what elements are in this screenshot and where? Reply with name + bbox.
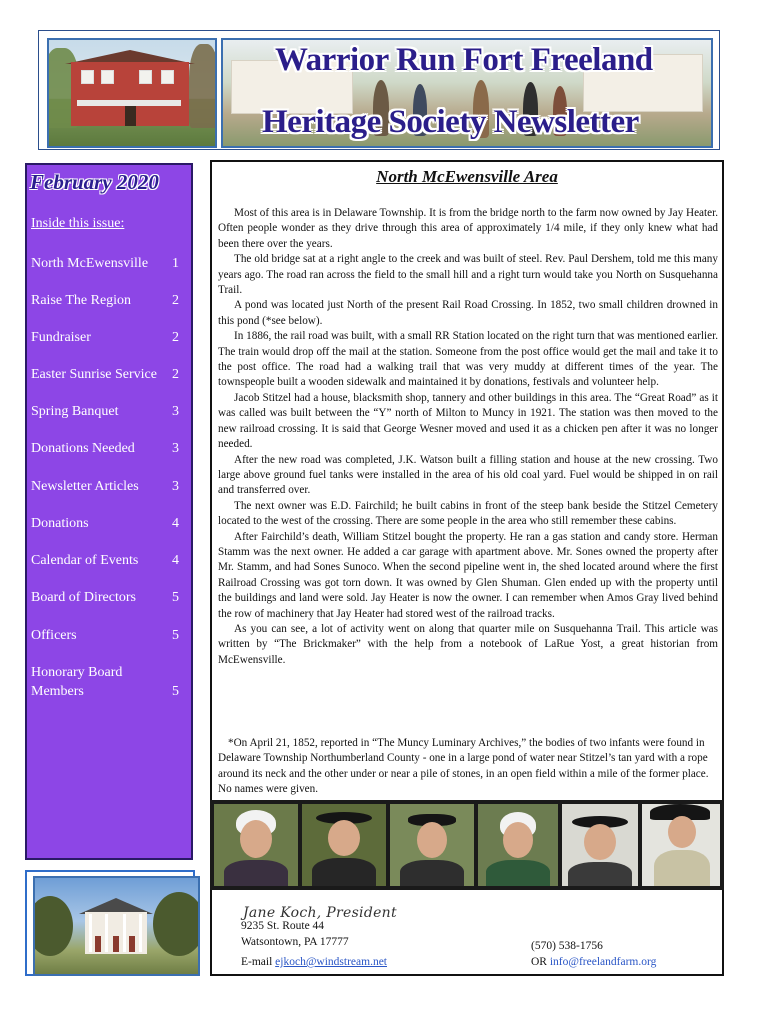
toc-item-title: Donations Needed (31, 441, 135, 456)
toc-item-page: 4 (172, 516, 179, 531)
email-line (241, 956, 387, 968)
newsletter-title-line2: Heritage Society Newsletter (262, 104, 639, 140)
toc-item-title: Donations (31, 516, 89, 531)
article-paragraph: The old bridge sat at a right angle to the creek and was built of steel. Rev. Paul Dershem, told me this many years ago. The road ran across the field to the small hill and a right turn would take you North on Susquehanna Trail. (218, 253, 718, 297)
reenactor-photo (562, 804, 638, 886)
toc-item-page: 3 (172, 441, 179, 456)
toc-item-title: Honorary Board Members (31, 665, 123, 699)
article-paragraph: In 1886, the rail road was built, with a small RR Station located on the right turn that was mentioned earlier. The train would drop off the mail at the station. Someone from the post office would get the mail and take it to the post office. The road had a walking trail that was very muddy at different times of the year. The townspeople built a wooden sidewalk and maintained it by donations, festivals and volunteer help. (218, 330, 718, 389)
toc-item-title: Raise The Region (31, 293, 132, 308)
newsletter-title-line1: Warrior Run Fort Freeland (275, 42, 653, 78)
toc-item-page: 1 (172, 256, 179, 271)
reenactors-photo-strip (210, 800, 724, 890)
church-photo (33, 876, 200, 976)
toc-item-page: 4 (172, 553, 179, 568)
article-footnote (218, 736, 718, 798)
toc-item-page: 5 (172, 684, 179, 699)
article-paragraph: A pond was located just North of the present Rail Road Crossing. In 1852, two small children drowned in this pond (*see below). (218, 299, 718, 327)
reenactor-photo (390, 804, 474, 886)
toc-item-page: 5 (172, 628, 179, 643)
article-paragraph: Most of this area is in Delaware Township. It is from the bridge north to the farm now owned by Jay Heater. Often people wonder as they drive through this area of approximately 1/4 mile, if they only knew what had been there over the years. (218, 207, 718, 250)
email-link[interactable]: ejkoch@windstream.net (275, 956, 387, 968)
toc-item-title: Officers (31, 628, 77, 643)
president-signature: Jane Koch, President (243, 905, 397, 921)
toc-item-page: 5 (172, 590, 179, 605)
toc-item-title: Spring Banquet (31, 404, 119, 419)
toc-item-title: Newsletter Articles (31, 479, 139, 494)
toc-item-title: Easter Sunrise Service (31, 367, 157, 382)
reenactor-photo (302, 804, 386, 886)
or-label: OR (531, 956, 550, 968)
article-paragraph: Jacob Stitzel had a house, blacksmith shop, tannery and other buildings in this area. The “Great Road” as it was called was built between the “Y” north of Milton to Muncy in 1921. The station was then moved to the new railroad crossing. It is said that George Wesner moved and used it as a chicken pen after it was no longer needed. (218, 391, 718, 451)
reenactor-photo (214, 804, 298, 886)
toc-item-title: North McEwensville (31, 256, 149, 271)
article-body (218, 206, 718, 668)
toc-item-page: 2 (172, 330, 179, 345)
toc-item-title: Calendar of Events (31, 553, 139, 568)
footnote-text: *On April 21, 1852, reported in “The Muncy Luminary Archives,” the bodies of two infants were found in Delaware Township Northumberland County - one in a large pond of water near Stitzel’s tan yard with a rope around its neck and the other under or near a pile of stones, in an open field within a mile of the former place. No names were given. (218, 737, 709, 796)
farmhouse-photo (47, 38, 217, 148)
article-title: North McEwensville Area (376, 167, 558, 186)
issue-date: February 2020 (30, 170, 159, 194)
toc-item-page: 2 (172, 367, 179, 382)
address-line1: 9235 St. Route 44 (241, 920, 325, 932)
toc-item-title: Board of Directors (31, 590, 136, 605)
email-label: E-mail (241, 956, 276, 968)
toc-item-page: 3 (172, 479, 179, 494)
toc-item-page: 3 (172, 404, 179, 419)
article-paragraph: The next owner was E.D. Fairchild; he built cabins in front of the steep bank beside the Stitzel Cemetery located to the west of the crossing. There are some people in the area who still remember these cabins. (218, 499, 718, 528)
toc-item-title: Fundraiser (31, 330, 91, 345)
article-paragraph: After Fairchild’s death, William Stitzel bought the property. He ran a gas station and candy store. Herman Stamm was the next owner. He added a car garage with apartment above. Mr. Sones owned the property after Mr. Stamm, and had Sones Sunoco. When the second pipeline went in, the shed located around where the first Railroad Crossing was got torn down. It was owned by Glen Shuman. Glen ended up with the property until the buildings and land were sold. Jay Heater is now the owner. I can remember when Amos Gray lived behind the row of machinery that Jay Heater had stored west of the railroad tracks. (218, 530, 718, 620)
reenactor-photo (642, 804, 720, 886)
phone-number: (570) 538-1756 (531, 940, 603, 952)
article-paragraph: As you can see, a lot of activity went on along that quarter mile on Susquehanna Trail. This article was written by “The Brickmaker” with the help from a notebook of LaRue Yost, a great historian from McEwensville. (218, 622, 718, 666)
toc-item-page: 2 (172, 293, 179, 308)
inside-this-issue-label: Inside this issue: (31, 216, 125, 231)
address-line2: Watsontown, PA 17777 (241, 936, 349, 948)
reenactor-photo (478, 804, 558, 886)
website-email-line (531, 956, 656, 968)
website-email-link[interactable]: info@freelandfarm.org (549, 956, 657, 968)
article-paragraph: After the new road was completed, J.K. Watson built a filling station and house at the new crossing. Two large above ground fuel tanks were installed in the area of his old coal yard. Fuel would be shipped in on rail and transferred over. (218, 453, 718, 497)
